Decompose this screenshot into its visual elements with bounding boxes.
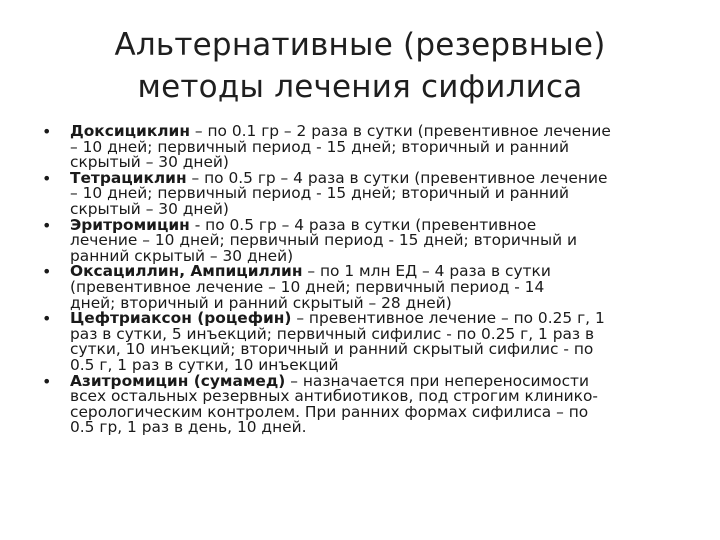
bullet-line: раз в сутки, 5 инъекций; первичный сифилис - по 0.25 г, 1 раз в	[70, 324, 595, 343]
bullet-dot-icon: •	[42, 309, 52, 329]
bullet-dot-icon: •	[42, 262, 52, 282]
drug-name: Эритромицин	[70, 215, 190, 234]
drug-name: Доксициклин	[70, 122, 190, 140]
bullet-line: 0.5 гр, 1 раз в день, 10 дней.	[70, 418, 307, 437]
bullet-list	[0, 124, 700, 436]
bullet-line: – 10 дней; первичный период - 15 дней; вторичный и ранний	[70, 184, 569, 203]
bullet-dot-icon: •	[42, 371, 52, 391]
bullet-item-oxacillin-ampicillin	[0, 264, 700, 311]
bullet-item-ceftriaxone	[0, 311, 700, 373]
bullet-line: сутки, 10 инъекций; вторичный и ранний скрытый сифилис - по	[70, 340, 594, 359]
drug-name: Оксациллин, Ампициллин	[70, 262, 303, 281]
bullet-line: дней; вторичный и ранний скрытый – 28 дней)	[70, 293, 452, 312]
bullet-item-doxycycline	[0, 124, 700, 171]
bullet-text: – по 1 млн ЕД – 4 раза в сутки	[302, 262, 551, 281]
bullet-line: скрытый – 30 дней)	[70, 199, 229, 218]
slide-title	[40, 24, 680, 108]
bullet-dot-icon: •	[42, 122, 52, 141]
drug-name: Цефтриаксон (роцефин)	[70, 309, 292, 328]
bullet-text: - по 0.5 гр – 4 раза в сутки (превентивное	[189, 215, 537, 234]
bullet-line: ранний скрытый – 30 дней)	[70, 246, 294, 265]
bullet-text: – по 0.1 гр – 2 раза в сутки (превентивное лечение	[189, 122, 611, 140]
bullet-item-tetracycline	[0, 168, 700, 218]
bullet-line: 0.5 г, 1 раз в сутки, 10 инъекций	[70, 355, 339, 374]
bullet-text: – превентивное лечение – по 0.25 г, 1	[291, 309, 605, 328]
drug-name: Тетрациклин	[70, 168, 187, 187]
bullet-line: лечение – 10 дней; первичный период - 15 дней; вторичный и	[70, 231, 578, 250]
bullet-dot-icon: •	[42, 215, 52, 235]
bullet-line: – 10 дней; первичный период - 15 дней; вторичный и ранний	[70, 137, 569, 156]
bullet-text: – по 0.5 гр – 4 раза в сутки (превентивное лечение	[186, 168, 608, 187]
bullet-item-azithromycin	[0, 371, 700, 437]
drug-name: Азитромицин (сумамед)	[70, 371, 286, 390]
bullet-line: скрытый – 30 дней)	[70, 153, 229, 172]
title-line-1: Альтернативные (резервные)	[114, 27, 606, 63]
bullet-text: – назначается при непереносимости	[285, 371, 589, 390]
bullet-line: серологическим контролем. При ранних формах сифилиса – по	[70, 402, 589, 421]
bullet-line: (превентивное лечение – 10 дней; первичный период - 14	[70, 277, 545, 296]
bullet-dot-icon: •	[42, 168, 52, 188]
bullet-item-erythromycin	[0, 215, 700, 265]
bullet-line: всех остальных резервных антибиотиков, под строгим клинико-	[70, 387, 598, 406]
title-line-2: методы лечения сифилиса	[137, 69, 583, 105]
